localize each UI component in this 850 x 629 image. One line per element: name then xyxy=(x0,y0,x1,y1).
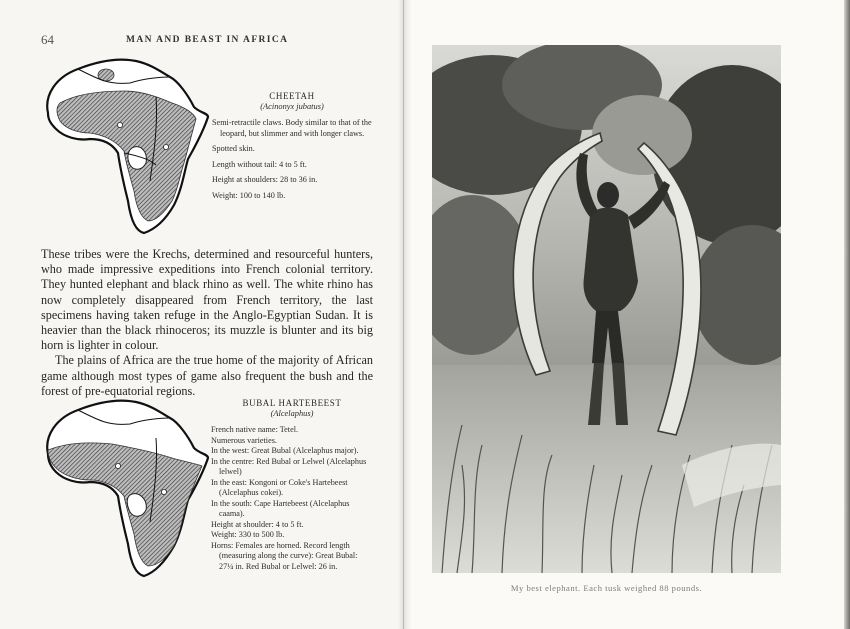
body-text xyxy=(41,247,373,399)
cheetah-fact: Weight: 100 to 140 lb. xyxy=(212,190,286,200)
cheetah-title: CHEETAH xyxy=(269,91,315,101)
page-number: 64 xyxy=(41,32,54,47)
photo-illustration xyxy=(432,45,781,573)
cheetah-fact: Length without tail: 4 to 5 ft. xyxy=(212,159,307,169)
hartebeest-range-map xyxy=(38,396,210,580)
hartebeest-entry xyxy=(211,398,373,572)
cheetah-fact: Spotted skin. xyxy=(212,144,255,153)
hartebeest-fact: French native name: Tetel. xyxy=(211,425,299,434)
hartebeest-fact: In the west: Great Bubal (Alcelaphus major). xyxy=(211,446,359,455)
africa-map-icon xyxy=(38,55,210,237)
hartebeest-fact: In the centre: Red Bubal or Lelwel (Alcelaphus lelwel) xyxy=(211,456,367,476)
left-page xyxy=(0,0,404,629)
africa-map-icon xyxy=(38,396,210,580)
running-head: MAN AND BEAST IN AFRICA xyxy=(126,35,289,45)
hartebeest-fact: Numerous varieties. xyxy=(211,435,277,445)
body-paragraph: These tribes were the Krechs, determined and resourceful hunters, who made impressive expeditions into French colonial territory. They hunted elephant and black rhino as well. The white rhino has now completely disappeared from French territory, the last specimens having taken refuge in the Anglo-Egyptian Sudan. It is heavier than the black rhinoceros; its muzzle is blunter and its big horn is lighter in colour. xyxy=(41,247,373,353)
cheetah-latin-name: (Acinonyx jubatus) xyxy=(260,101,324,111)
elephant-tusks-photo xyxy=(432,45,781,573)
page-edge xyxy=(844,0,850,629)
right-page xyxy=(404,0,850,629)
cheetah-fact: Height at shoulders: 28 to 36 in. xyxy=(212,175,318,184)
hartebeest-fact: Height at shoulder: 4 to 5 ft. xyxy=(211,519,304,529)
hartebeest-fact: Weight: 330 to 500 lb. xyxy=(211,530,285,539)
hartebeest-fact: Horns: Females are horned. Record length (measuring along the curve): Great Bubal: 27¼ in. Red Bubal or Lelwel: 26 in. xyxy=(211,540,358,571)
hartebeest-latin-name: (Alcelaphus) xyxy=(270,408,314,418)
cheetah-range-map xyxy=(38,55,210,237)
hartebeest-fact: In the south: Cape Hartebeest (Alcelaphus caama). xyxy=(211,498,350,518)
hartebeest-fact: In the east: Kongoni or Coke's Hartebeest (Alcelaphus cokei). xyxy=(211,477,348,497)
hartebeest-title: BUBAL HARTEBEEST xyxy=(242,398,342,408)
body-paragraph: The plains of Africa are the true home of the majority of African game although most types of game also frequent the bush and the forest of pre-equatorial regions. xyxy=(41,353,373,398)
cheetah-entry xyxy=(212,91,372,201)
cheetah-fact: Semi-retractile claws. Body similar to that of the leopard, but slimmer and with longer claws. xyxy=(212,118,372,138)
photo-caption: My best elephant. Each tusk weighed 88 pounds. xyxy=(510,583,703,593)
